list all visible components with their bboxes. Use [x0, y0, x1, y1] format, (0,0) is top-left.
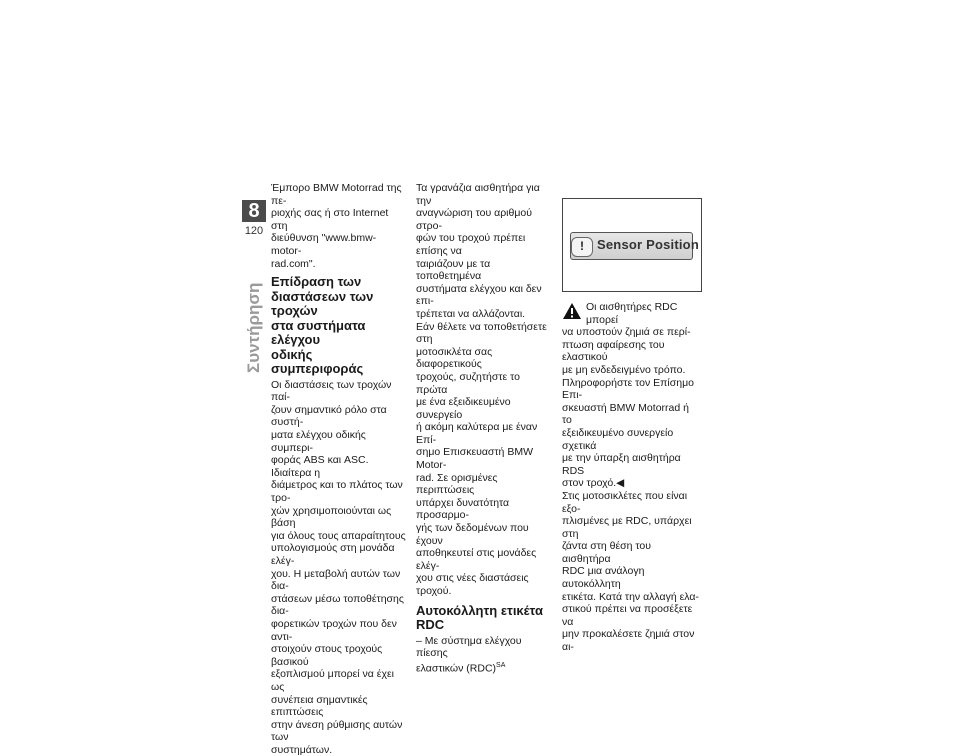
rdc-warning-text: Οι αισθητήρες RDC μπορεί να υποστούν ζημιά σε περί- πτωση αφαίρεσης του ελαστικού με μη ενδεδειγμένο τρόπο. Πληροφορήστε τον Επίσημο Επι- σκευαστή BMW Motorrad ή το εξειδικευμένο συνεργείο σχετικά με την ύπαρξη αισθητήρα RDS στον τροχό. [562, 301, 694, 490]
column-1 [271, 182, 406, 756]
rdc-sticker-paragraph: Στις μοτοσικλέτες που είναι εξο- πλισμένες με RDC, υπάρχει στη ζάντα στη θέση του αισθητήρα RDC μια ανάλογη αυτοκόλλητη ετικέτα. Κατά την αλλαγή ελα- στικού πρέπει να προσέξετε να μην προκαλέσετε ζημιά στον αι- [562, 489, 699, 654]
intro-paragraph: Έμπορο BMW Motorrad της πε- ριοχής σας ή στο Internet στη διεύθυνση "www.bmw-motor- rad.com". [271, 182, 402, 270]
rdc-list-item [416, 635, 551, 675]
sensor-position-figure [562, 198, 702, 292]
rdc-warning-paragraph [562, 301, 700, 490]
page-number: 120 [244, 225, 264, 237]
rdc-label-heading: Αυτοκόλλητη ετικέτα RDC [416, 602, 543, 633]
column-2 [416, 182, 551, 675]
wheel-dimensions-paragraph: Οι διαστάσεις των τροχών παί- ζουν σημαντικό ρόλο στα συστή- ματα ελέγχου οδικής συμπερι- φοράς ABS και ASC. Ιδιαίτερα η διάμετρος και το πλάτος των τρο- χών χρησιμοποιούνται ως βάση για όλους τους απαραίτητους υπολογισμούς στη μονάδα ελέγ- χου. Η μεταβολή αυτών των δια- στάσεων μέσω τοποθέτησης δια- φορετικών τροχών που δεν αντι- στοιχούν στους τροχούς βασικού εξοπλισμού μπορεί να έχει ως συνέπεια σημαντικές επιπτώσεις στην άνεση ρύθμισης αυτών των συστημάτων. [271, 378, 406, 756]
chapter-number: 8 [242, 200, 266, 222]
chapter-side-title: Συντήρηση [244, 282, 263, 373]
wheel-dimensions-heading: Επίδραση των διαστάσεων των τροχών στα συστήματα ελέγχου οδικής συμπεριφοράς [271, 274, 374, 377]
sensor-position-label: Sensor Position [597, 237, 699, 252]
sensor-gear-paragraph: Τα γρανάζια αισθητήρα για την αναγνώριση του αριθμού στρο- φών του τροχού πρέπει επίσης να ταιριάζουν με τα τοποθετημένα συστήματα ελέγχου και δεν επι- τρέπεται να αλλάζονται. Εάν θέλετε να τοποθετήσετε στη μοτοσικλέτα σας διαφορετικούς τροχούς, συζητήστε το πρώτα με ένα εξειδικευμένο συνεργείο ή ακόμη καλύτερα με έναν Επί- σημο Επισκευαστή BMW Motor- rad. Σε ορισμένες περιπτώσεις υπάρχει δυνατότητα προσαρμο- γής των δεδομένων που έχουν αποθηκευτεί στις μονάδες ελέγ- χου στις νέες διαστάσεις τροχού. [416, 182, 547, 597]
rdc-list-sup: SA [496, 661, 506, 669]
rdc-list-text: – Με σύστημα ελέγχου πίεσης ελαστικών (RDC) [416, 634, 522, 675]
warning-triangle-icon [562, 302, 582, 320]
end-mark-icon: ◀ [616, 477, 625, 490]
column-3 [562, 301, 700, 654]
warning-lamp-icon: ! [571, 237, 593, 257]
